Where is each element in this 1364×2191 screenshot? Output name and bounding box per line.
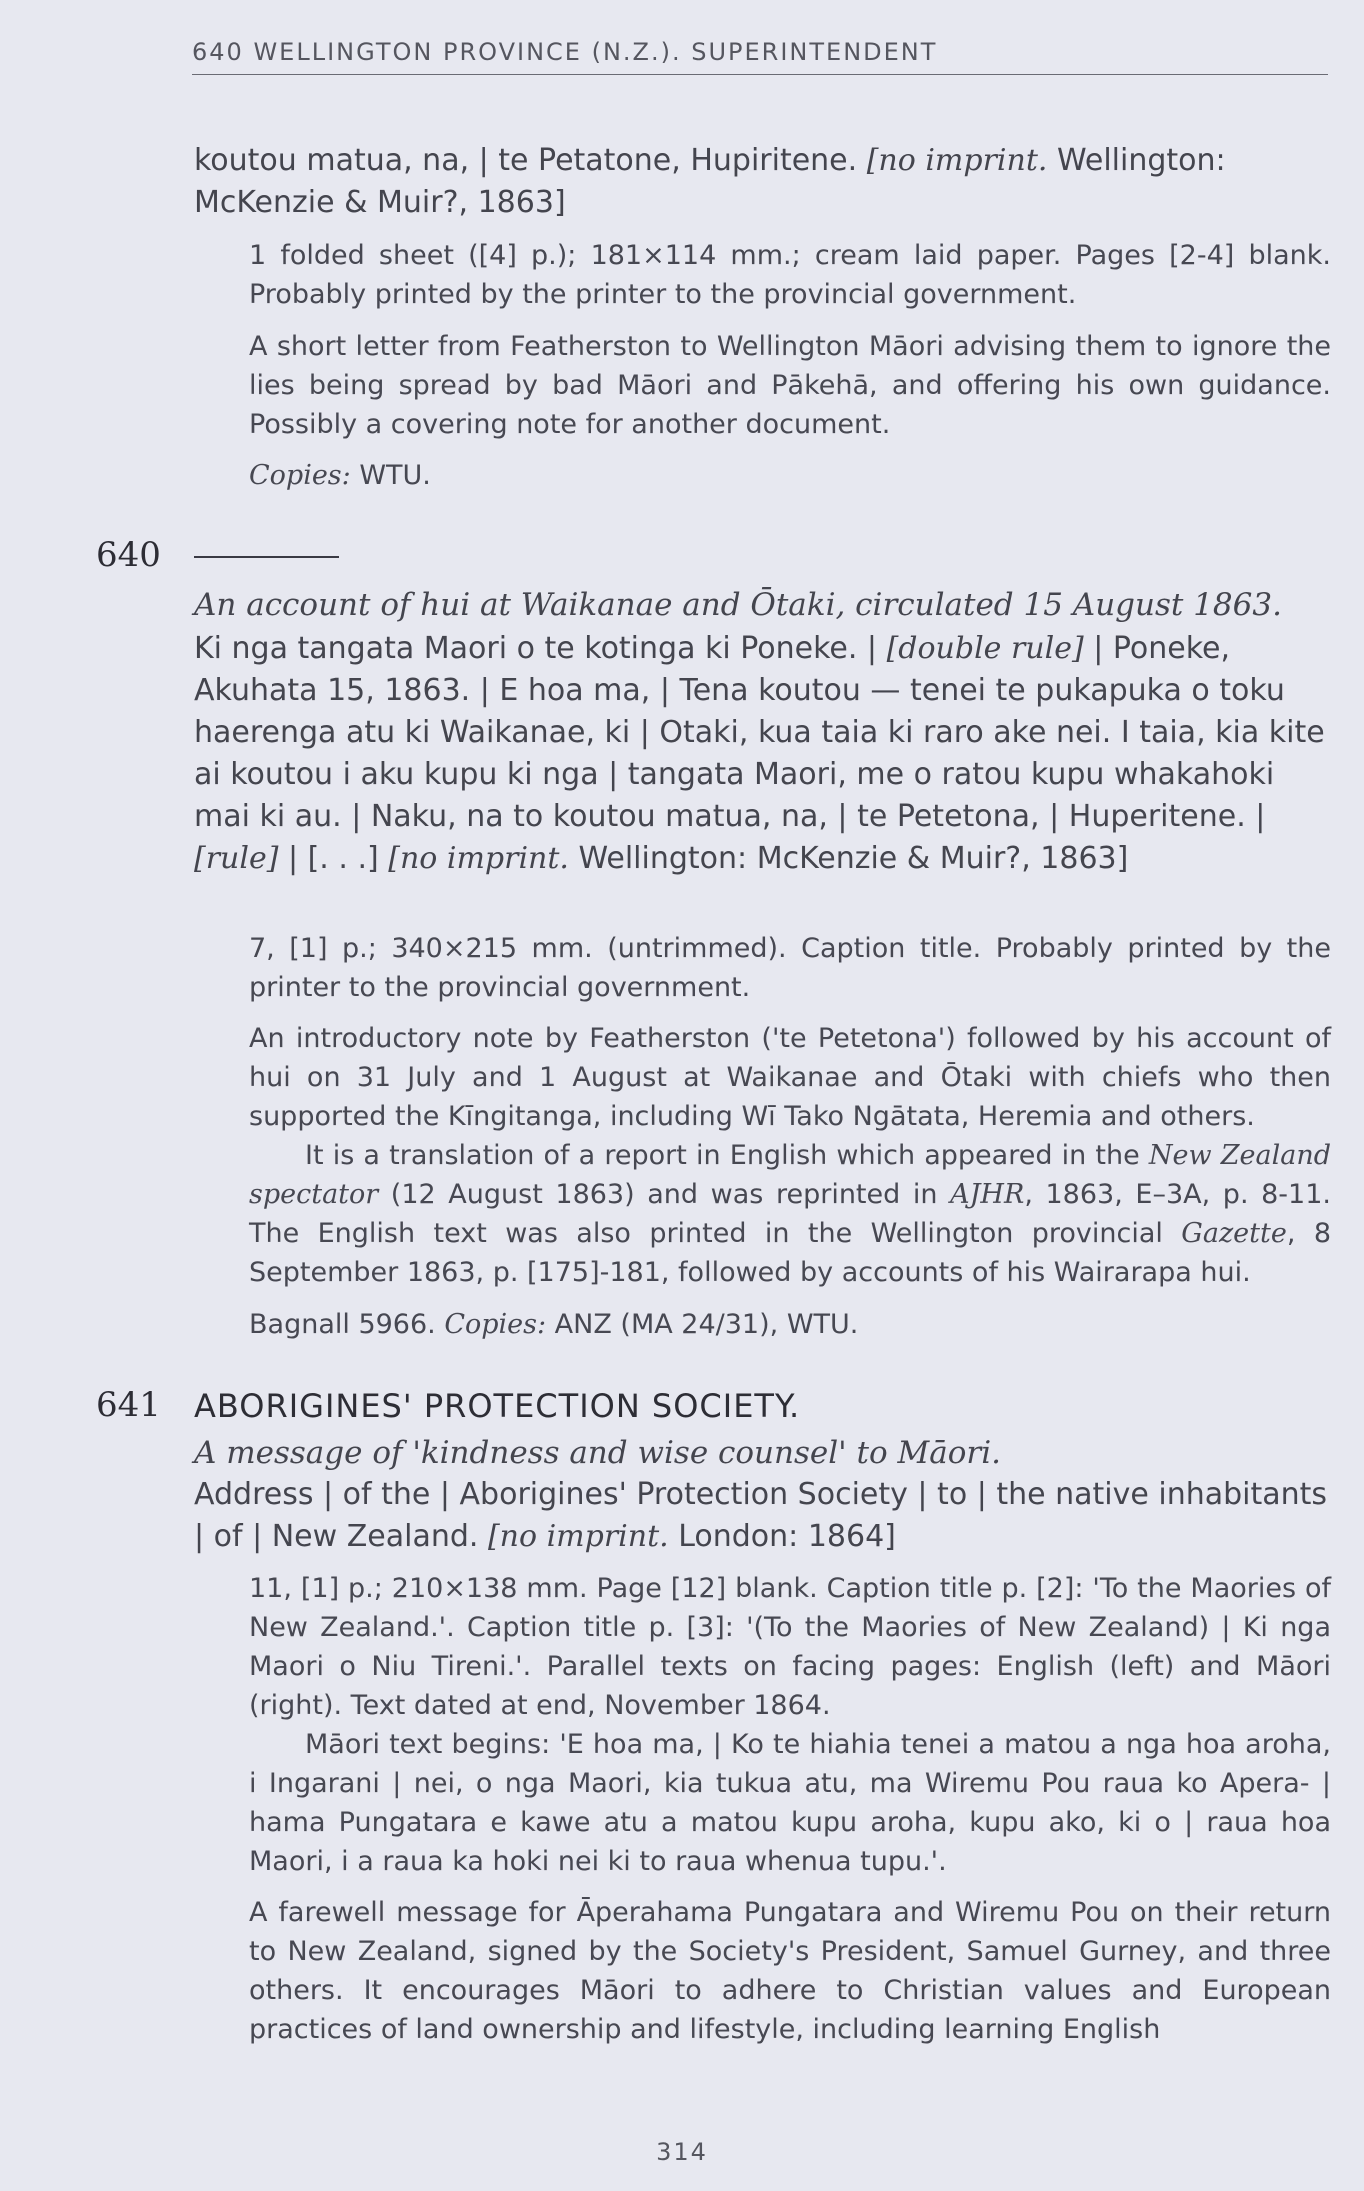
summary-journal: New Zealand spectator	[249, 1140, 1331, 1210]
entry-640-title: An account of hui at Waikanae and Ōtaki, circulated 15 August 1863.	[194, 587, 1282, 623]
entry-639-copies	[249, 456, 1331, 495]
entry-641-text-2: London: 1864]	[668, 1519, 896, 1554]
entry-640-dash	[194, 535, 1330, 577]
running-head: 640 WELLINGTON PROVINCE (N.Z.). SUPERINTENDENT	[192, 38, 1328, 75]
entry-639-imprint-italic: [no imprint.	[866, 143, 1048, 178]
entry-640-text-1: Ki nga tangata Maori o te kotinga ki Poneke. |	[194, 631, 887, 666]
entry-639-imprint-printer: McKenzie & Muir?, 1863]	[194, 185, 566, 220]
copies-value: ANZ (MA 24/31), WTU.	[546, 1309, 859, 1340]
entry-640-summary: An introductory note by Featherston ('te Petetona') followed by his account of hui on 31 July and 1 August at Waikanae and Ōtaki with chiefs who then supported the Kīngitanga, including Wī Tako Ngātata, Heremia and others.	[249, 1023, 1331, 1132]
entry-639-collation: 1 folded sheet ([4] p.); 181×114 mm.; cream laid paper. Pages [2-4] blank. Probably printed by the printer to the provincial government.	[249, 240, 1331, 310]
entry-641-maori-text: Māori text begins: 'E hoa ma, | Ko te hiahia tenei a matou a nga hoa aroha, i Ingarani | nei, o nga Maori, kia tukua atu, ma Wiremu Pou raua ko Apera- | hama Pungatara e kawe atu a matou kupu aroha, kupu ako, ki o | raua hoa Maori, i a raua ka hoki nei ki to raua whenua tupu.'.	[249, 1729, 1331, 1877]
entry-640-text-2: | Poneke, Akuhata 15, 1863. | E hoa ma, | Tena koutou — tenei te pukapuka o toku haerenga atu ki Waikanae, ki | Otaki, kua taia ki raro ake nei. I taia, kia kite ai koutou i aku kupu ki nga | tangata Maori, me o ratou kupu whakahoki mai ki au. | Naku, na to koutou matua, na, | te Petetona, | Huperitene. |	[194, 631, 1325, 834]
repeat-author-rule	[194, 556, 339, 558]
page-number: 314	[656, 2138, 708, 2166]
entry-640-double-rule: [double rule]	[886, 631, 1084, 666]
entry-641-number: 641	[96, 1385, 161, 1425]
entry-640-summary-2	[249, 1136, 1331, 1292]
entry-641-no-imprint: [no imprint.	[487, 1519, 669, 1554]
entry-641-transcription	[194, 1474, 1330, 1558]
entry-641-heading: ABORIGINES' PROTECTION SOCIETY.	[194, 1387, 801, 1425]
entry-640-transcription	[194, 628, 1330, 880]
bagnall-ref: Bagnall 5966.	[249, 1309, 445, 1340]
entry-640-collation: 7, [1] p.; 340×215 mm. (untrimmed). Caption title. Probably printed by the printer to the provincial government.	[249, 933, 1331, 1003]
summary-text: It is a translation of a report in English which appeared in the	[305, 1140, 1149, 1171]
entry-641-collation: 11, [1] p.; 210×138 mm. Page [12] blank. Caption title p. [2]: 'To the Maories of New Zealand.'. Caption title p. [3]: '(To the Maories of New Zealand) | Ki nga Maori o Niu Tireni.'. Parallel texts on facing pages: English (left) and Māori (right). Text dated at end, November 1864.	[249, 1573, 1331, 1721]
summary-journal: Gazette	[1181, 1218, 1287, 1249]
entry-640-rule: [rule]	[194, 841, 279, 876]
entry-640-number: 640	[96, 535, 161, 575]
entry-639-imprint	[194, 140, 1330, 224]
copies-value: WTU.	[350, 460, 431, 491]
entry-640-text-3: | [. . .]	[278, 841, 389, 876]
summary-text: (12 August 1863) and was reprinted in	[378, 1179, 951, 1210]
copies-label: Copies:	[444, 1309, 547, 1340]
entry-639-summary: A short letter from Featherston to Wellington Māori advising them to ignore the lies being spread by bad Māori and Pākehā, and offering his own guidance. Possibly a covering note for another document.	[249, 331, 1331, 440]
entry-640-no-imprint: [no imprint.	[388, 841, 569, 876]
copies-label: Copies:	[249, 460, 351, 491]
entry-640-references	[249, 1305, 1331, 1344]
summary-text: , 1863, E–3A, p. 8-11. The English text was also printed in the Wellington provincial	[249, 1179, 1331, 1249]
entry-641-text-1: Address | of the | Aborigines' Protection Society | to | the native inhabitants | of | New Zealand.	[194, 1477, 1328, 1554]
summary-text: , 8 September 1863, p. [175]-181, followed by accounts of his Wairarapa hui.	[249, 1218, 1332, 1288]
entry-640-text-4: Wellington: McKenzie & Muir?, 1863]	[568, 841, 1129, 876]
entry-639-text: koutou matua, na, | te Petatone, Hupiritene.	[194, 143, 867, 178]
entry-641-summary: A farewell message for Āperahama Pungatara and Wiremu Pou on their return to New Zealand, signed by the Society's President, Samuel Gurney, and three others. It encourages Māori to adhere to Christian values and European practices of land ownership and lifestyle, including learning English	[249, 1897, 1331, 2045]
summary-journal: AJHR	[950, 1179, 1025, 1210]
entry-641-title: A message of 'kindness and wise counsel' to Māori.	[194, 1435, 1001, 1471]
entry-639-imprint-place: Wellington:	[1047, 143, 1226, 178]
